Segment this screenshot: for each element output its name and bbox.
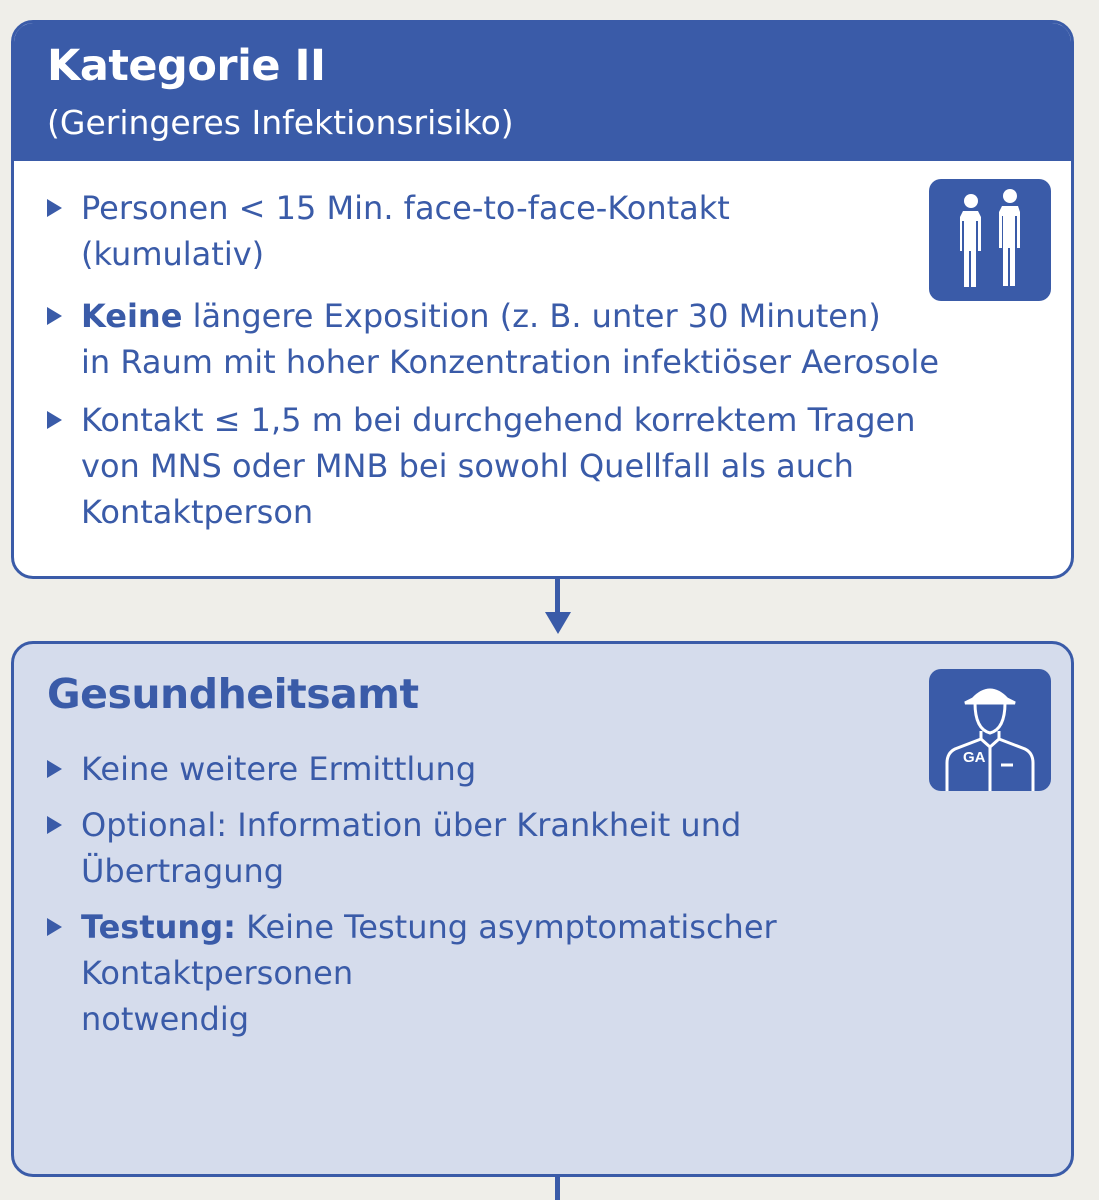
flow-connector: [555, 1174, 560, 1200]
category-header: [14, 23, 1071, 161]
bullet-text: Kontakt ≤ 1,5 m bei durchgehend korrektem Tragen: [81, 401, 916, 439]
health-office-bullet: [47, 904, 947, 1042]
bullet-triangle-icon: [47, 307, 62, 325]
bullet-triangle-icon: [47, 816, 62, 834]
bullet-text: Keine Testung asymptomatischer Kontaktpersonen: [81, 908, 777, 992]
bullet-text: (kumulativ): [81, 235, 265, 273]
bullet-text: von MNS oder MNB bei sowohl Quellfall als auch: [81, 447, 854, 485]
bullet-text: längere Exposition (z. B. unter 30 Minuten): [182, 297, 881, 335]
bullet-bold-text: Keine: [81, 297, 183, 335]
bullet-triangle-icon: [47, 411, 62, 429]
health-officer-icon: [929, 669, 1051, 791]
bullet-triangle-icon: [47, 760, 62, 778]
bullet-triangle-icon: [47, 199, 62, 217]
category-bullet: [47, 397, 947, 535]
category-subtitle: (Geringeres Infektionsrisiko): [47, 103, 514, 142]
bullet-text: notwendig: [81, 1000, 250, 1038]
svg-text:GA: GA: [963, 749, 986, 766]
category-bullet: [47, 293, 947, 385]
health-office-title: Gesundheitsamt: [47, 670, 419, 718]
bullet-text: Optional: Information über Krankheit und Übertragung: [81, 806, 742, 890]
bullet-text: Keine weitere Ermittlung: [81, 750, 477, 788]
flow-connector: [555, 576, 560, 616]
category-title: Kategorie II: [47, 41, 326, 91]
category-card: [11, 20, 1074, 579]
health-office-bullet: [47, 802, 947, 894]
bullet-text: Kontaktperson: [81, 493, 314, 531]
health-office-bullet: [47, 746, 947, 792]
arrow-down-icon: [545, 612, 571, 634]
health-office-card: [11, 641, 1074, 1177]
bullet-triangle-icon: [47, 918, 62, 936]
health-office-bullet-list: [47, 746, 947, 1052]
two-persons-icon: [929, 179, 1051, 301]
category-bullet: [47, 185, 947, 277]
bullet-bold-text: Testung:: [81, 908, 236, 946]
bullet-text: Personen < 15 Min. face-to-face-Kontakt: [81, 189, 730, 227]
category-bullet-list: [47, 185, 947, 535]
bullet-text: in Raum mit hoher Konzentration infektiöser Aerosole: [81, 343, 940, 381]
